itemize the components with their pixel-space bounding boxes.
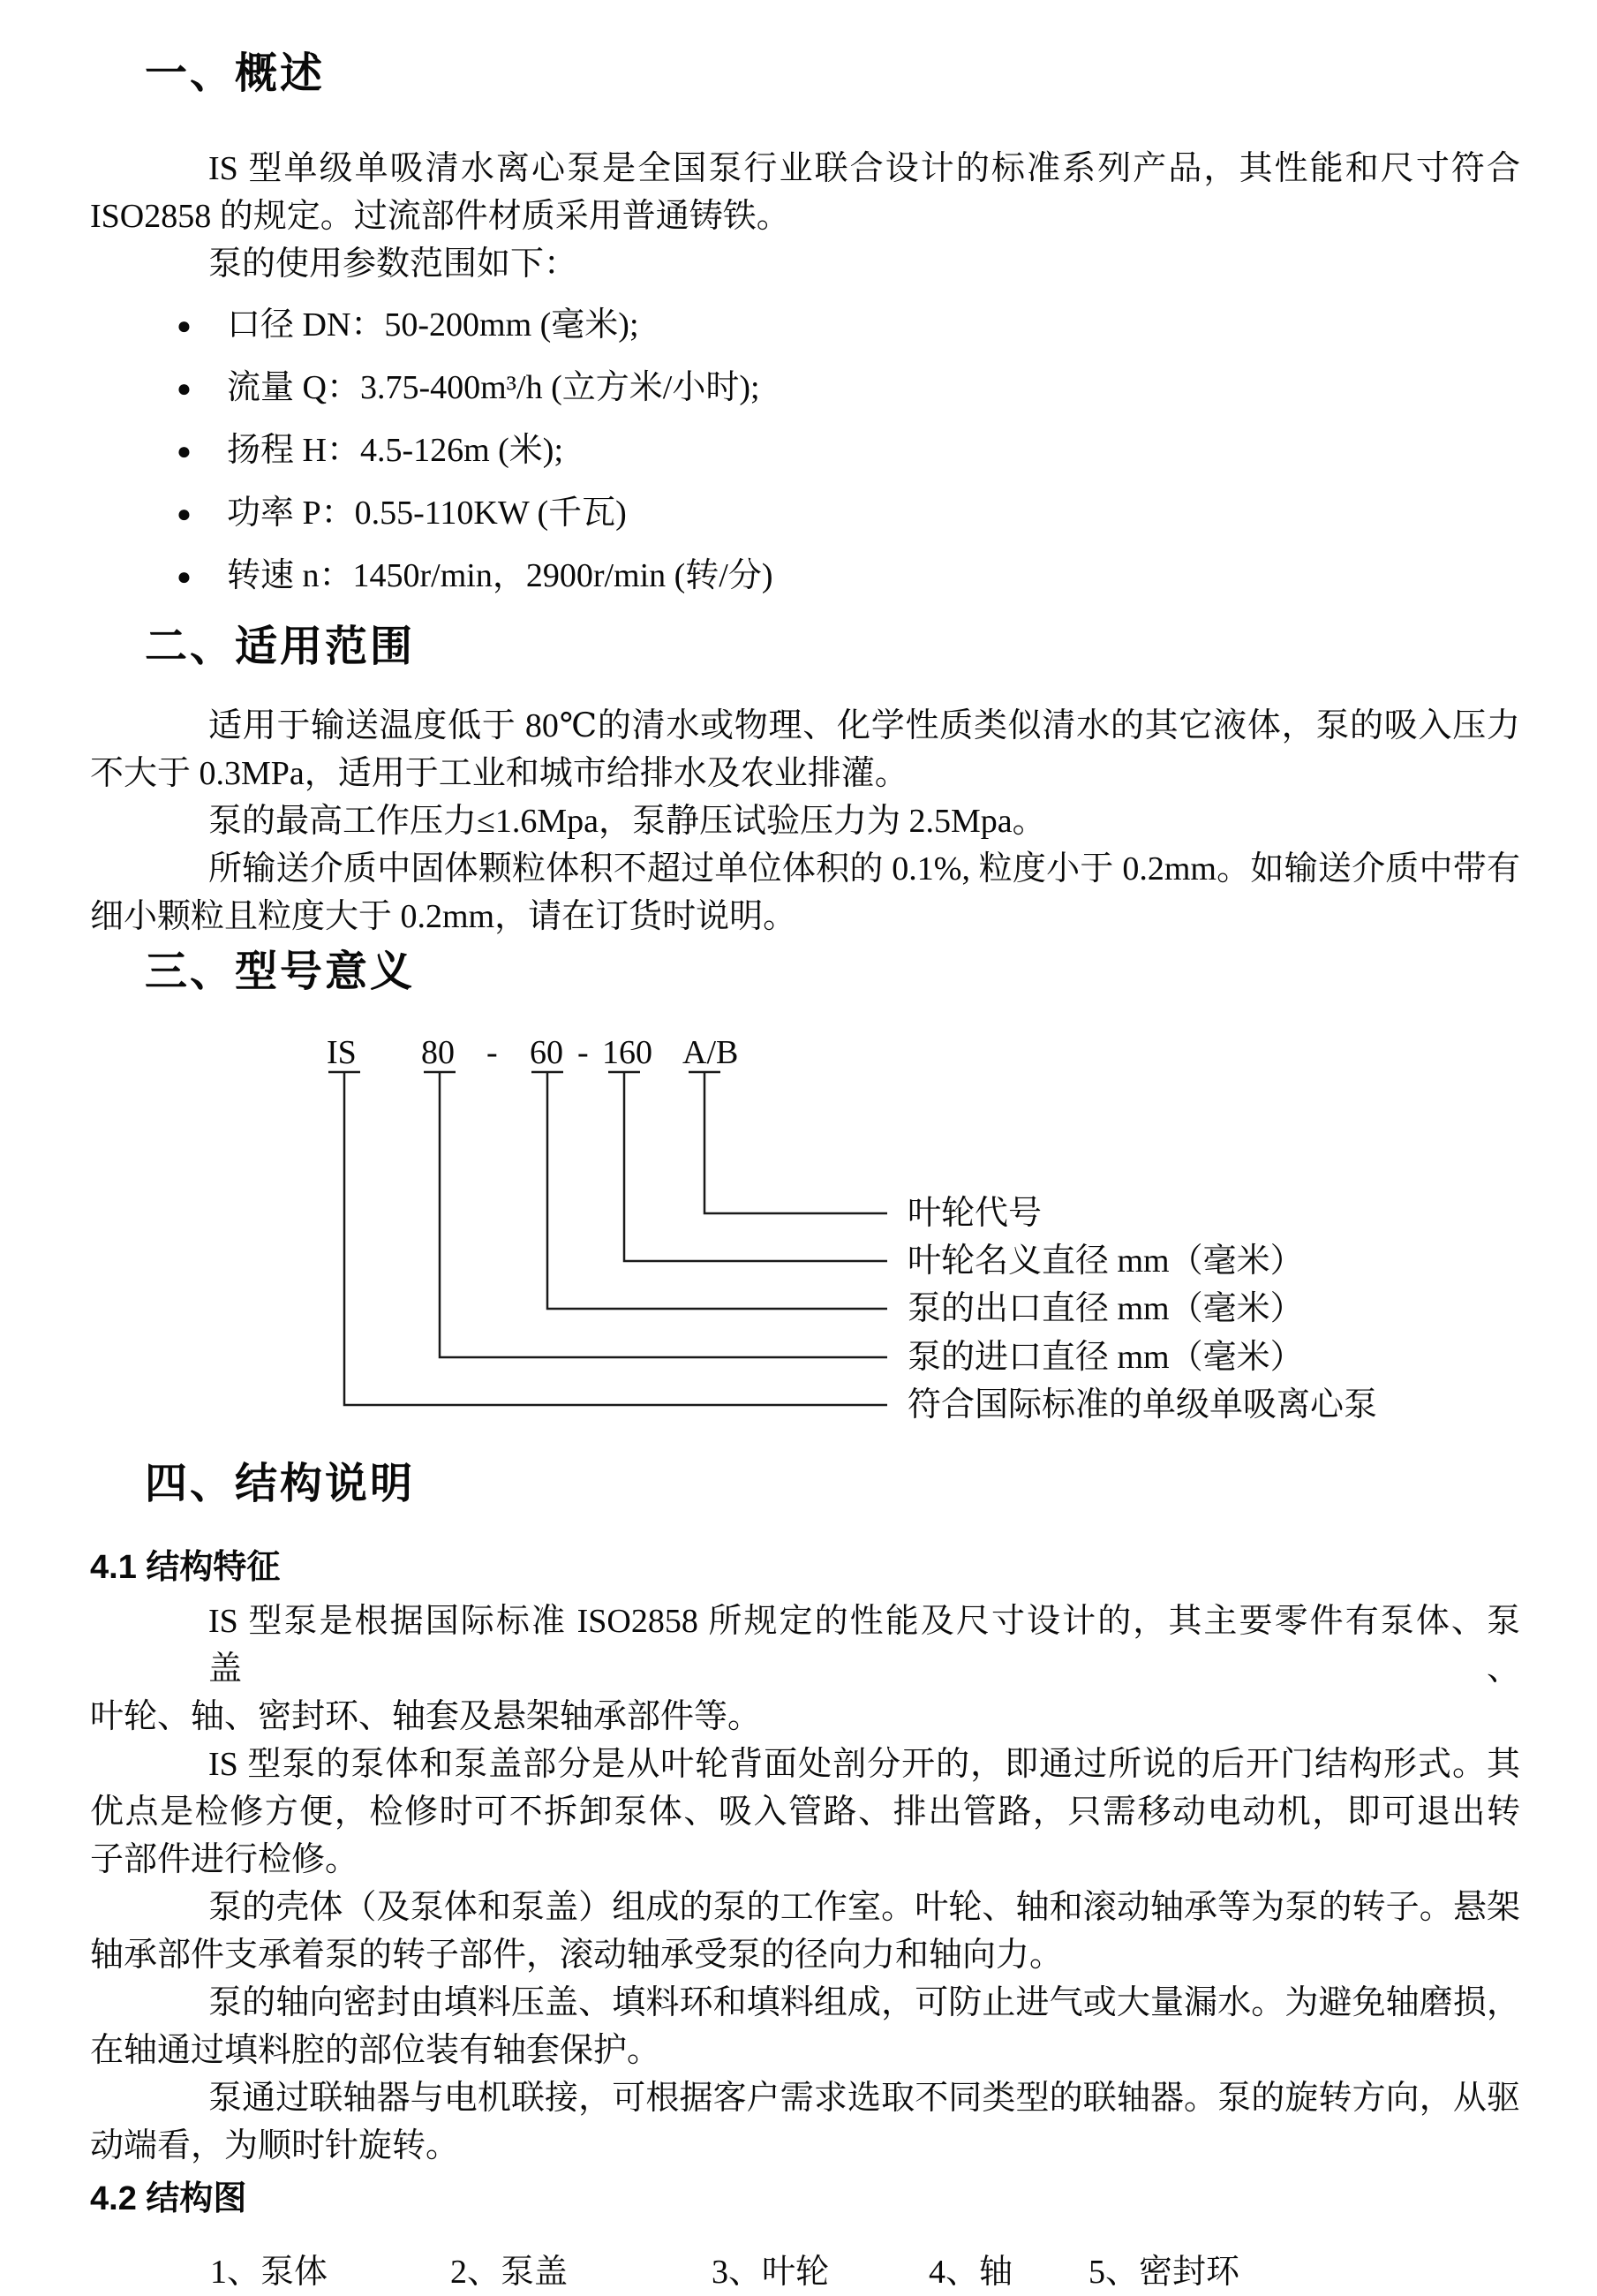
bullet-text: 转速 n：1450r/min，2900r/min (转/分) — [227, 557, 773, 594]
paragraph-line: IS 型单级单吸清水离心泵是全国泵行业联合设计的标准系列产品，其性能和尺寸符合 — [208, 150, 1520, 187]
heading-application-range: 二、适用范围 — [145, 623, 416, 670]
bullet-text: 流量 Q：3.75-400m³/h (立方米/小时); — [227, 369, 760, 406]
model-token-impeller-code: A/B — [682, 1034, 739, 1071]
section-structure-features — [90, 1597, 1520, 2170]
paragraph-line: 泵的轴向密封由填料压盖、填料环和填料组成，可防止进气或大量漏水。为避免轴磨损， — [208, 1984, 1520, 2021]
bullet-icon: ● — [177, 438, 192, 465]
part-item-shaft: 4、轴 — [929, 2254, 1013, 2291]
paragraph-line: IS 型泵的泵体和泵盖部分是从叶轮背面处剖分开的，即通过所说的后开门结构形式。其 — [208, 1746, 1520, 1783]
paragraph-line: 所输送介质中固体颗粒体积不超过单位体积的 0.1%, 粒度小于 0.2mm。如输送介质中带有 — [208, 850, 1520, 887]
model-label-impeller-code: 叶轮代号 — [908, 1195, 1043, 1232]
bullet-item-speed — [90, 552, 1520, 600]
parts-list — [90, 2248, 1520, 2296]
bullet-item-diameter — [90, 301, 1520, 349]
model-label-standard-pump: 符合国际标准的单级单吸离心泵 — [908, 1386, 1378, 1424]
model-label-impeller-diameter: 叶轮名义直径 mm（毫米） — [908, 1242, 1304, 1280]
bullet-icon: ● — [177, 501, 192, 528]
paragraph-line: 细小颗粒且粒度大于 0.2mm，请在订货时说明。 — [90, 898, 797, 935]
paragraph-line: 在轴通过填料腔的部位装有轴套保护。 — [90, 2032, 661, 2069]
paragraph-line: 泵的最高工作压力≤1.6Mpa，泵静压试验压力为 2.5Mpa。 — [208, 803, 1046, 840]
bullet-icon: ● — [177, 563, 192, 591]
bullet-icon: ● — [177, 313, 192, 340]
bullet-item-head — [90, 427, 1520, 474]
heading-overview: 一、概述 — [145, 50, 326, 97]
paragraph-line: 叶轮、轴、密封环、轴套及悬架轴承部件等。 — [90, 1698, 762, 1735]
subheading-structure-features: 4.1 结构特征 — [90, 1549, 281, 1586]
model-label-inlet-diameter: 泵的进口直径 mm（毫米） — [908, 1339, 1304, 1376]
bullet-text: 功率 P：0.55-110KW (千瓦) — [227, 495, 627, 532]
paragraph-line: 动端看，为顺时针旋转。 — [90, 2127, 460, 2164]
model-label-outlet-diameter: 泵的出口直径 mm（毫米） — [908, 1290, 1304, 1327]
bullet-item-flow — [90, 364, 1520, 412]
model-token-dash: - — [577, 1034, 589, 1071]
parameter-bullet-list — [90, 301, 1520, 600]
part-item-impeller: 3、叶轮 — [712, 2254, 830, 2291]
model-token-dash: - — [486, 1034, 498, 1071]
bullet-text: 扬程 H：4.5-126m (米); — [227, 432, 564, 469]
model-token-impeller-diameter: 160 — [602, 1034, 652, 1071]
part-item-seal-ring: 5、密封环 — [1089, 2254, 1240, 2291]
model-token-outlet: 60 — [530, 1034, 563, 1071]
part-item-pump-body: 1、泵体 — [210, 2254, 328, 2291]
model-token-inlet: 80 — [421, 1034, 455, 1071]
heading-model-meaning: 三、型号意义 — [145, 948, 416, 995]
bullet-text: 口径 DN：50-200mm (毫米); — [227, 306, 639, 344]
paragraph-line: 不大于 0.3MPa，适用于工业和城市给排水及农业排灌。 — [90, 755, 908, 792]
bullet-icon: ● — [177, 375, 192, 403]
paragraph-line: 适用于输送温度低于 80℃的清水或物理、化学性质类似清水的其它液体，泵的吸入压力 — [208, 707, 1520, 744]
paragraph-line: 泵的使用参数范围如下： — [208, 245, 578, 283]
paragraph-line: 泵的壳体（及泵体和泵盖）组成的泵的工作室。叶轮、轴和滚动轴承等为泵的转子。悬架 — [208, 1889, 1520, 1926]
bullet-item-power — [90, 489, 1520, 537]
model-meaning-diagram — [90, 1006, 1520, 1456]
subheading-structure-diagram: 4.2 结构图 — [90, 2180, 247, 2217]
model-token-series: IS — [327, 1034, 357, 1071]
paragraph-line: 轴承部件支承着泵的转子部件，滚动轴承受泵的径向力和轴向力。 — [90, 1937, 1064, 1974]
paragraph-line: IS 型泵是根据国际标准 ISO2858 所规定的性能及尺寸设计的，其主要零件有泵体、泵盖、 — [208, 1603, 1520, 1688]
section-overview — [90, 145, 1520, 600]
paragraph-line: 泵通过联轴器与电机联接，可根据客户需求选取不同类型的联轴器。泵的旋转方向，从驱 — [208, 2080, 1520, 2117]
paragraph-line: ISO2858 的规定。过流部件材质采用普通铸铁。 — [90, 198, 790, 235]
part-item-pump-cover: 2、泵盖 — [450, 2254, 569, 2291]
paragraph-line: 优点是检修方便，检修时可不拆卸泵体、吸入管路、排出管路，只需移动电动机，即可退出转 — [90, 1794, 1520, 1831]
heading-structure-description: 四、结构说明 — [145, 1461, 416, 1507]
section-application-range — [90, 702, 1520, 940]
paragraph-line: 子部件进行检修。 — [90, 1841, 359, 1878]
